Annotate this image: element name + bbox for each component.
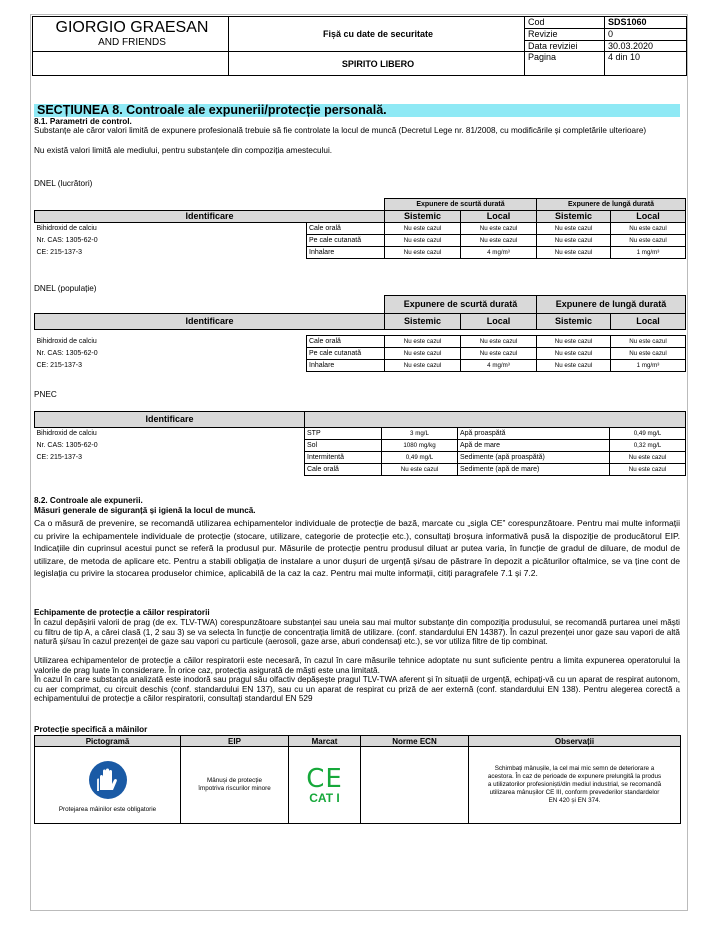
col-norm: Norme ECN (361, 736, 469, 747)
loc-header: Local (461, 211, 537, 223)
value-cell: 4 mg/m³ (461, 360, 537, 372)
value-cell: Nu este cazul (611, 348, 686, 360)
pnec-value: 0,49 mg/L (382, 452, 458, 464)
picto-caption: Protejarea mâinilor este obligatorie (58, 806, 157, 813)
pnec-value: 0,32 mg/L (610, 440, 686, 452)
eip-line: Mânuși de protecție (207, 777, 262, 784)
hand-protection-table (34, 735, 681, 824)
eip-line: împotriva riscurilor minore (198, 785, 271, 792)
pnec-value: Nu este cazul (382, 464, 458, 476)
ident-line: Nr. CAS: 1305-62-0 (36, 350, 98, 357)
group-short: Expunere de scurtă durată (385, 199, 537, 211)
dnel-workers-caption: DNEL (lucrători) (34, 179, 93, 188)
meta-label: Cod (525, 17, 605, 29)
obs-text: Schimbați mânușile, la cel mai mic semn de deteriorare a acestora. În caz de perioade de expunere prelungită la produs a utilizatorilor profesioniști/din mediul industrial, se recomandă utilizarea mânușilor CE III, conform prevederilor standardelor EN 420 și EN 374. (487, 765, 662, 804)
eip-cell (181, 747, 289, 824)
route: Pe cale cutanată (307, 235, 385, 247)
pnec-key: Cale orală (305, 464, 382, 476)
route: Inhalare (307, 360, 385, 372)
value-cell: Nu este cazul (385, 235, 461, 247)
loc-header: Local (611, 211, 686, 223)
value-cell: 1 mg/m³ (611, 360, 686, 372)
pnec-key: Sedimente (apă de mare) (458, 464, 610, 476)
respiratory-text-2: Utilizarea echipamentelor de protecție a căilor respiratorii este necesară, în cazul în care măsurile tehnice adoptate nu sunt suficiente pentru a limita expunerea operatorului la valorile de prag luate în considerare. În orice caz, protecția asigurată de măști este una limitată. (34, 656, 680, 675)
value-cell: Nu este cazul (461, 336, 537, 348)
ident-header: Identificare (35, 314, 385, 330)
gloves-icon (88, 760, 128, 800)
ident-line: Nr. CAS: 1305-62-0 (36, 442, 98, 449)
dnel-workers-table (34, 198, 686, 259)
sys-header: Sistemic (537, 211, 611, 223)
pnec-value: 3 mg/L (382, 428, 458, 440)
subsection-8-2-title: 8.2. Controale ale expunerii. (34, 496, 143, 505)
hygiene-text: Ca o măsură de prevenire, se recomandă utilizarea echipamentelor individuale de protecție de bază, marcate cu „sigla CE” corespunzătoare. Pentru mai multe informații cu privire la echipamentele individuale de protecție (stocare, utilizare, categorie de protecție etc.), consultați broșura informativă pusă la dispoziție de producătorul EIP. Indicațiile din cuprinsul acestui punct se referă la produsul pur. Măsurile de protecție pentru produsul diluat ar putea varia, în funcție de gradul de diluare, de modul de utilizare, de metoda de aplicare etc. Pentru a stabili obligația de instalare a unor dușuri de urgență și/sau de păstrare în depozit a picăturilor oftalmice, se va ține cont de legislația cu privire la stocarea produselor chimice, aplicabilă de la caz la caz. Pentru mai multe informații, citiți paragrafele 7.1 și 7.2. (34, 518, 680, 579)
norm-cell (361, 747, 469, 824)
value-cell: Nu este cazul (461, 235, 537, 247)
value-cell: Nu este cazul (537, 223, 611, 235)
value-cell: Nu este cazul (537, 247, 611, 259)
ident-line: CE: 215-137-3 (36, 362, 83, 369)
ce-mark: CE (306, 763, 343, 794)
ident-line: Nr. CAS: 1305-62-0 (36, 237, 98, 244)
route: Cale orală (307, 336, 385, 348)
pnec-value: Nu este cazul (610, 452, 686, 464)
document-header (32, 16, 686, 76)
respiratory-text-1: În cazul depășirii valorii de prag (de ex. TLV-TWA) corespunzătoare substanței sau uneia sau mai multor substanțe din compoziția produsului, se recomandă purtarea unei măști cu filtru de tip A, a cărei clasă (1, 2 sau 3) se va selecta în funcție de concentrația limită de utilizare. (conf. standardului EN 14387). În cazul prezenței unor gaze sau vapori de altă natură și/sau în cazul prezenței de gaze sau vapori cu particule (aerosoli, gaze arse, aburi condensați etc.), se vor utiliza filtre de tip combinat. (34, 618, 680, 646)
dnel-population-table (34, 295, 686, 372)
s81-text: Substanțe ale căror valori limită de expunere profesională trebuie să fie controlate la locul de muncă (Decretul Lege nr. 81/2008, cu modificările și completările ulterioare) (34, 126, 647, 135)
dnel-population-caption: DNEL (populație) (34, 284, 97, 293)
picto-cell (35, 747, 181, 824)
pnec-key: Intermitentă (305, 452, 382, 464)
pnec-value: 0,49 mg/L (610, 428, 686, 440)
value-cell: Nu este cazul (611, 235, 686, 247)
col-eip: EIP (181, 736, 289, 747)
pnec-key: Apă proaspătă (458, 428, 610, 440)
ident-line: CE: 215-137-3 (36, 454, 83, 461)
ident-header: Identificare (35, 211, 385, 223)
value-cell: Nu este cazul (611, 336, 686, 348)
pnec-key: STP (305, 428, 382, 440)
meta-value: 4 din 10 (605, 52, 687, 76)
pnec-key: Sedimente (apă proaspătă) (458, 452, 610, 464)
value-cell: 4 mg/m³ (461, 247, 537, 259)
meta-label: Data reviziei (525, 40, 605, 52)
loc-header: Local (611, 314, 686, 330)
pnec-caption: PNEC (34, 390, 57, 399)
pnec-key: Sol (305, 440, 382, 452)
ident-line: Bihidroxid de calciu (36, 225, 97, 233)
value-cell: Nu este cazul (537, 360, 611, 372)
value-cell: 1 mg/m³ (611, 247, 686, 259)
ident-line: CE: 215-137-3 (36, 249, 83, 256)
value-cell: Nu este cazul (385, 247, 461, 259)
value-cell: Nu este cazul (385, 360, 461, 372)
sys-header: Sistemic (537, 314, 611, 330)
mark-cell (289, 747, 361, 824)
pnec-table (34, 411, 686, 476)
ident-header: Identificare (35, 412, 305, 428)
hygiene-title: Măsuri generale de siguranță și igienă la locul de muncă. (34, 506, 256, 515)
subsection-8-1-title: 8.1. Parametri de control. (34, 117, 132, 126)
route: Inhalare (307, 247, 385, 259)
obs-cell (469, 747, 681, 824)
value-cell: Nu este cazul (385, 223, 461, 235)
ident-line: Bihidroxid de calciu (36, 338, 97, 345)
col-mark: Marcat (289, 736, 361, 747)
respiratory-title: Echipamente de protecție a căilor respiratorii (34, 608, 210, 617)
hand-protection-title: Protecție specifică a mâinilor (34, 725, 148, 734)
loc-header: Local (461, 314, 537, 330)
value-cell: Nu este cazul (461, 348, 537, 360)
value-cell: Nu este cazul (537, 348, 611, 360)
pnec-value: 1080 mg/kg (382, 440, 458, 452)
group-long: Expunere de lungă durată (537, 199, 686, 211)
ident-line: Bihidroxid de calciu (36, 430, 97, 438)
meta-label: Revizie (525, 28, 605, 40)
ce-category: CAT I (309, 790, 340, 805)
sys-header: Sistemic (385, 314, 461, 330)
value-cell: Nu este cazul (537, 235, 611, 247)
sys-header: Sistemic (385, 211, 461, 223)
respiratory-text-3: În cazul în care substanța analizată este inodoră sau pragul său olfactiv depășește pragul TLV-TWA aferent și în situații de urgență, echipați-vă cu un aparat de respirat autonom, cu aer comprimat, cu circuit deschis (conf. standardului EN 137), sau cu un aparat de respirat cu priză de aer externă (conf. standardului EN 138). Pentru alegerea corectă a echipamentului de protecție a căilor respiratorii, consultați standardul EN 529 (34, 675, 680, 703)
value-cell: Nu este cazul (611, 223, 686, 235)
ident-line (35, 464, 305, 476)
company-name: GIORGIO GRAESAN AND FRIENDS (33, 17, 229, 52)
route: Pe cale cutanată (307, 348, 385, 360)
document-title: Fișă cu date de securitate (229, 17, 525, 52)
group-long: Expunere de lungă durată (537, 296, 686, 314)
col-picto: Pictogramă (35, 736, 181, 747)
col-obs: Observații (469, 736, 681, 747)
route: Cale orală (307, 223, 385, 235)
meta-value: 30.03.2020 (605, 40, 687, 52)
value-cell: Nu este cazul (385, 336, 461, 348)
value-cell: Nu este cazul (385, 348, 461, 360)
s81-text-2: Nu există valori limită ale mediului, pentru substanțele din compoziția amestecului. (34, 146, 333, 155)
pnec-key: Apă de mare (458, 440, 610, 452)
product-name: SPIRITO LIBERO (229, 52, 525, 76)
group-short: Expunere de scurtă durată (385, 296, 537, 314)
meta-value: 0 (605, 28, 687, 40)
value-cell: Nu este cazul (537, 336, 611, 348)
meta-value: SDS1060 (605, 17, 687, 29)
section-title: SECȚIUNEA 8. Controale ale expunerii/protecție personală. (34, 104, 680, 117)
value-cell: Nu este cazul (461, 223, 537, 235)
pnec-value: Nu este cazul (610, 464, 686, 476)
meta-label: Pagina (525, 52, 605, 76)
